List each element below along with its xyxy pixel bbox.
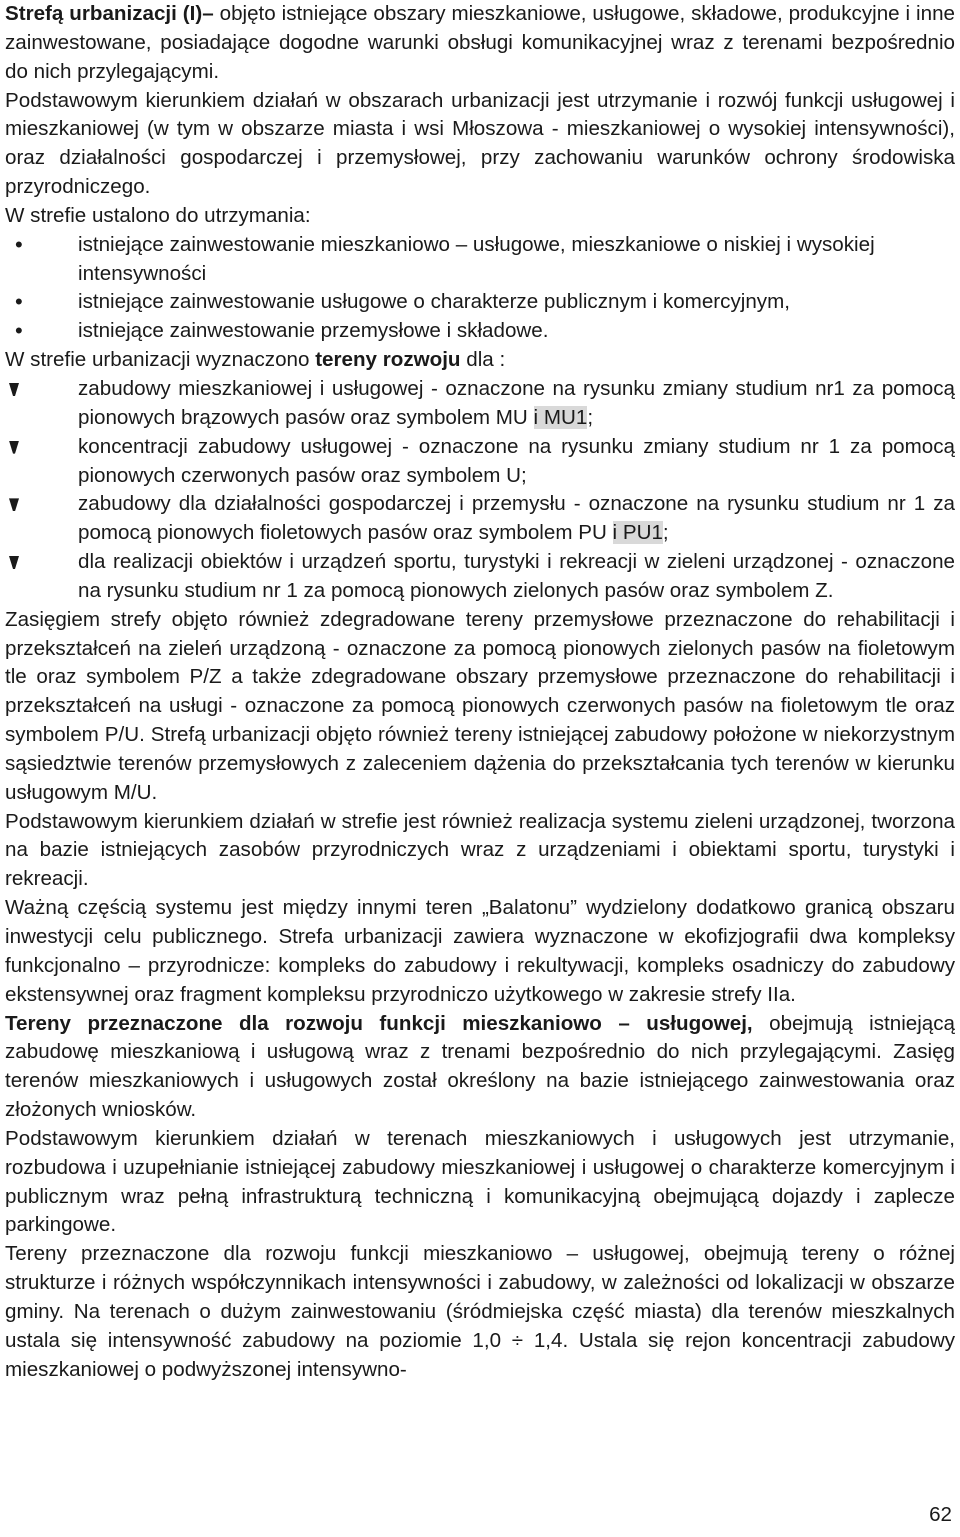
paragraph-text: W strefie urbanizacji wyznaczono	[5, 348, 316, 372]
square-bullet-icon	[9, 498, 19, 511]
list-item	[5, 288, 955, 317]
paragraph-text: dla :	[460, 348, 506, 372]
highlighted-symbol: i PU1	[612, 521, 663, 545]
paragraph-development-intro	[5, 346, 955, 375]
square-bullet-icon	[9, 383, 19, 396]
list-item	[5, 317, 955, 346]
paragraph-degraded-areas: Zasięgiem strefy objęto również zdegradowane tereny przemysłowe przeznaczone do rehabilitacji i przekształceń na zieleń urządzoną - oznaczone za pomocą pionowych zielonych pasów na fioletowym tle oraz symbolem P/Z a także zdegradowane obszary przemysłowe przeznaczone do rehabilitacji i przekształceń na usługi - oznaczone za pomocą pionowych czerwonych pasów na fioletowym tle oraz symbolem P/U. Strefą urbanizacji objęto również tereny istniejącej zabudowy położone w niekorzystnym sąsiedztwie terenów przemysłowych z zaleceniem dążenia do przekształcania tych terenów w kierunku usługowym M/U.	[5, 607, 955, 804]
bullet-list-maintained	[5, 231, 955, 346]
list-item-text: zabudowy dla działalności gospodarczej i przemysłu - oznaczone na rysunku studium nr 1 za pomocą pionowych fioletowych pasów oraz symbolem PU	[78, 492, 955, 545]
paragraph-main-direction: Podstawowym kierunkiem działań w obszarach urbanizacji jest utrzymanie i rozwój funkcji usługowej i mieszkaniowej (w tym w obszarze miasta i wsi Młoszowa - mieszkaniowej o wysokiej intensywności), oraz działalności gospodarczej i przemysłowej, przy zachowaniu warunków ochrony środowiska przyrodniczego.	[5, 88, 955, 199]
term-development-areas: tereny rozwoju	[315, 348, 461, 372]
square-bullet-icon	[9, 441, 19, 454]
list-item-text: dla realizacji obiektów i urządzeń sportu, turystyki i rekreacji w zieleni urządzonej - oznaczone na rysunku studium nr 1 za pomocą pionowych zielonych pasów oraz symbolem Z.	[78, 550, 955, 602]
document-page	[5, 0, 955, 1385]
paragraph-text: objęto istniejące obszary mieszkaniowe, usługowe, składowe, produkcyjne i inne zainwestowane, posiadające dogodne warunki obsługi komunikacyjnej wraz z terenami bezpośrednio do nich przylegającymi.	[5, 2, 955, 83]
paragraph-intensity: Tereny przeznaczone dla rozwoju funkcji mieszkaniowo – usługowej, obejmują tereny o różnej strukturze i różnych współczynnikach intensywności i zabudowy, w zależności od lokalizacji w obszarze gminy. Na terenach o dużym zainwestowaniu (śródmiejska część miasta) dla terenów mieszkalnych ustala się intensywność zabudowy na poziomie 1,0 ÷ 1,4. Ustala się rejon koncentracji zabudowy mieszkaniowej o podwyższonej intensywno-	[5, 1242, 955, 1381]
term-residential-service: Tereny przeznaczone dla rozwoju funkcji mieszkaniowo – usługowej,	[5, 1011, 753, 1035]
list-item-text: istniejące zainwestowanie mieszkaniowo – usługowe, mieszkaniowe o niskiej i wysokiej intensywności	[78, 232, 875, 285]
list-item-text: ;	[587, 405, 594, 429]
list-item	[5, 548, 955, 606]
list-item-text: ;	[662, 521, 669, 545]
paragraph-text: obejmują istniejącą zabudowę mieszkaniową i usługową wraz z trenami bezpośrednio do nich przylegającymi. Zasięg terenów mieszkaniowych i usługowych został określony na bazie istniejącego zainwestowania oraz złożonych wniosków.	[5, 1011, 956, 1122]
paragraph-maintained-intro: W strefie ustalono do utrzymania:	[5, 203, 311, 227]
list-item	[5, 231, 955, 289]
paragraph-residential-direction: Podstawowym kierunkiem działań w terenach mieszkaniowych i usługowych jest utrzymanie, rozbudowa i uzupełnianie istniejącej zabudowy mieszkaniowej i usługowej o charakterze komercyjnym i publicznym wraz pełną infrastrukturą techniczną i komunikacyjną obejmującą dojazdy i zaplecze parkingowe.	[5, 1126, 955, 1237]
bullet-icon: •	[15, 289, 23, 315]
highlighted-symbol: i MU1	[533, 405, 588, 429]
list-item-text: koncentracji zabudowy usługowej - oznaczone na rysunku zmiany studium nr 1 za pomocą pionowych czerwonych pasów oraz symbolem U;	[78, 434, 955, 487]
page-number: 62	[929, 1503, 952, 1526]
list-item	[5, 433, 955, 491]
list-item-text: zabudowy mieszkaniowej i usługowej - oznaczone na rysunku zmiany studium nr1 za pomocą pionowych brązowych pasów oraz symbolem MU	[78, 376, 955, 429]
list-item-text: istniejące zainwestowanie przemysłowe i składowe.	[78, 319, 549, 343]
term-urbanization-zone: Strefą urbanizacji (I)–	[5, 2, 214, 25]
paragraph-green-system: Podstawowym kierunkiem działań w strefie jest również realizacja systemu zieleni urządzonej, tworzona na bazie istniejących zasobów przyrodniczych wraz z urządzeniami i obiektami sportu, turystyki i rekreacji.	[5, 809, 955, 891]
square-bullet-icon	[9, 556, 19, 569]
bullet-list-development	[5, 375, 955, 606]
bullet-icon: •	[15, 318, 23, 344]
paragraph-residential-service-areas	[5, 1010, 955, 1125]
list-item	[5, 490, 955, 548]
list-item	[5, 375, 955, 433]
bullet-icon: •	[15, 231, 23, 257]
paragraph-urbanization-zone	[5, 0, 955, 87]
paragraph-balaton: Ważną częścią systemu jest między innymi teren „Balatonu” wydzielony dodatkowo granicą obszaru inwestycji celu publicznego. Strefa urbanizacji zawiera wyznaczone w ekofizjografii dwa kompleksy funkcjonalno – przyrodnicze: kompleks do zabudowy i rekultywacji, kompleks osadniczy do zabudowy ekstensywnej oraz fragment kompleksu przyrodniczo użytkowego w zakresie strefy IIa.	[5, 896, 955, 1006]
list-item-text: istniejące zainwestowanie usługowe o charakterze publicznym i komercyjnym,	[78, 290, 790, 314]
